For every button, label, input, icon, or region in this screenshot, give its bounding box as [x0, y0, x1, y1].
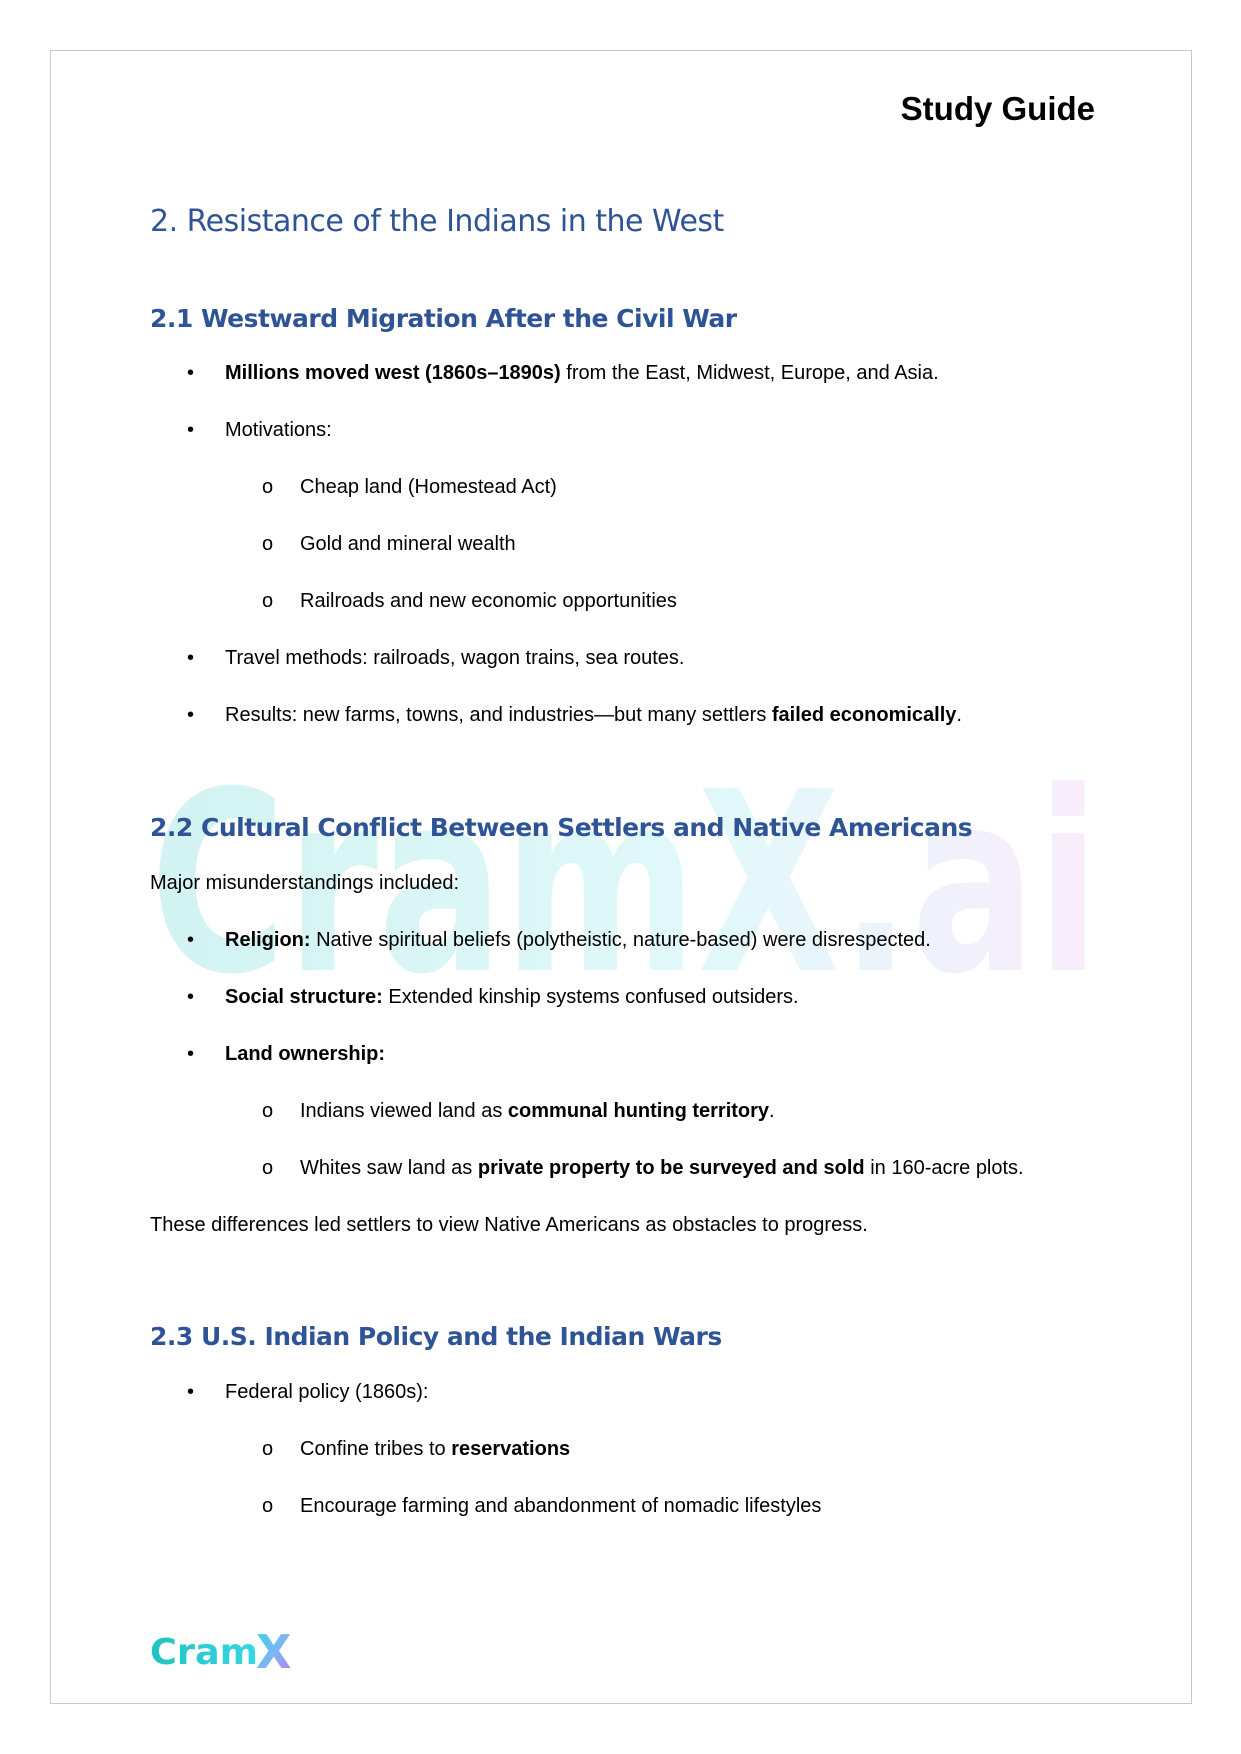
- sub-bullet-symbol: o: [262, 590, 274, 612]
- bullet-symbol: •: [187, 704, 195, 726]
- cramx-logo: [150, 1626, 300, 1674]
- bullet-symbol: •: [187, 1043, 195, 1065]
- bullet-symbol: •: [187, 986, 195, 1008]
- sub-bullet-symbol: o: [262, 476, 274, 498]
- document-title: 2. Resistance of the Indians in the West: [150, 204, 724, 239]
- sub-bullet-symbol: o: [262, 1495, 274, 1517]
- bullet-symbol: •: [187, 929, 195, 951]
- list-item: Results: new farms, towns, and industries—but many settlers failed economically.: [225, 704, 962, 726]
- section-heading-2-3: 2.3 U.S. Indian Policy and the Indian Wars: [150, 1322, 722, 1351]
- bullet-symbol: •: [187, 419, 195, 441]
- watermark-text: CramX.ai: [150, 760, 1100, 990]
- bullet-symbol: •: [187, 1381, 195, 1403]
- list-item: Millions moved west (1860s–1890s) from the East, Midwest, Europe, and Asia.: [225, 362, 939, 384]
- sub-list-item: Indians viewed land as communal hunting territory.: [300, 1100, 775, 1122]
- sub-list-item: Whites saw land as private property to be surveyed and sold in 160-acre plots.: [300, 1157, 1024, 1179]
- sub-list-item: Railroads and new economic opportunities: [300, 590, 677, 612]
- bullet-symbol: •: [187, 647, 195, 669]
- list-item: Federal policy (1860s):: [225, 1381, 429, 1403]
- sub-bullet-symbol: o: [262, 1438, 274, 1460]
- sub-list-item: Confine tribes to reservations: [300, 1438, 571, 1460]
- list-item: Religion: Native spiritual beliefs (polytheistic, nature-based) were disrespected.: [225, 929, 931, 951]
- logo-text-x: X: [256, 1626, 292, 1674]
- sub-list-item: Cheap land (Homestead Act): [300, 476, 557, 498]
- sub-bullet-symbol: o: [262, 1100, 274, 1122]
- sub-bullet-symbol: o: [262, 1157, 274, 1179]
- logo-text-cram: Cram: [150, 1632, 258, 1673]
- sub-list-item: Gold and mineral wealth: [300, 533, 516, 555]
- sub-list-item: Encourage farming and abandonment of nomadic lifestyles: [300, 1495, 822, 1517]
- list-item: Motivations:: [225, 419, 332, 441]
- section-heading-2-2: 2.2 Cultural Conflict Between Settlers and Native Americans: [150, 813, 973, 842]
- study-guide-title: Study Guide: [900, 90, 1095, 127]
- sub-bullet-symbol: o: [262, 533, 274, 555]
- list-item: Social structure: Extended kinship systems confused outsiders.: [225, 986, 799, 1008]
- list-item: Travel methods: railroads, wagon trains, sea routes.: [225, 647, 685, 669]
- paragraph: These differences led settlers to view Native Americans as obstacles to progress.: [150, 1214, 868, 1236]
- list-item: Land ownership:: [225, 1043, 385, 1065]
- paragraph: Major misunderstandings included:: [150, 872, 460, 894]
- section-heading-2-1: 2.1 Westward Migration After the Civil War: [150, 304, 737, 333]
- bullet-symbol: •: [187, 362, 195, 384]
